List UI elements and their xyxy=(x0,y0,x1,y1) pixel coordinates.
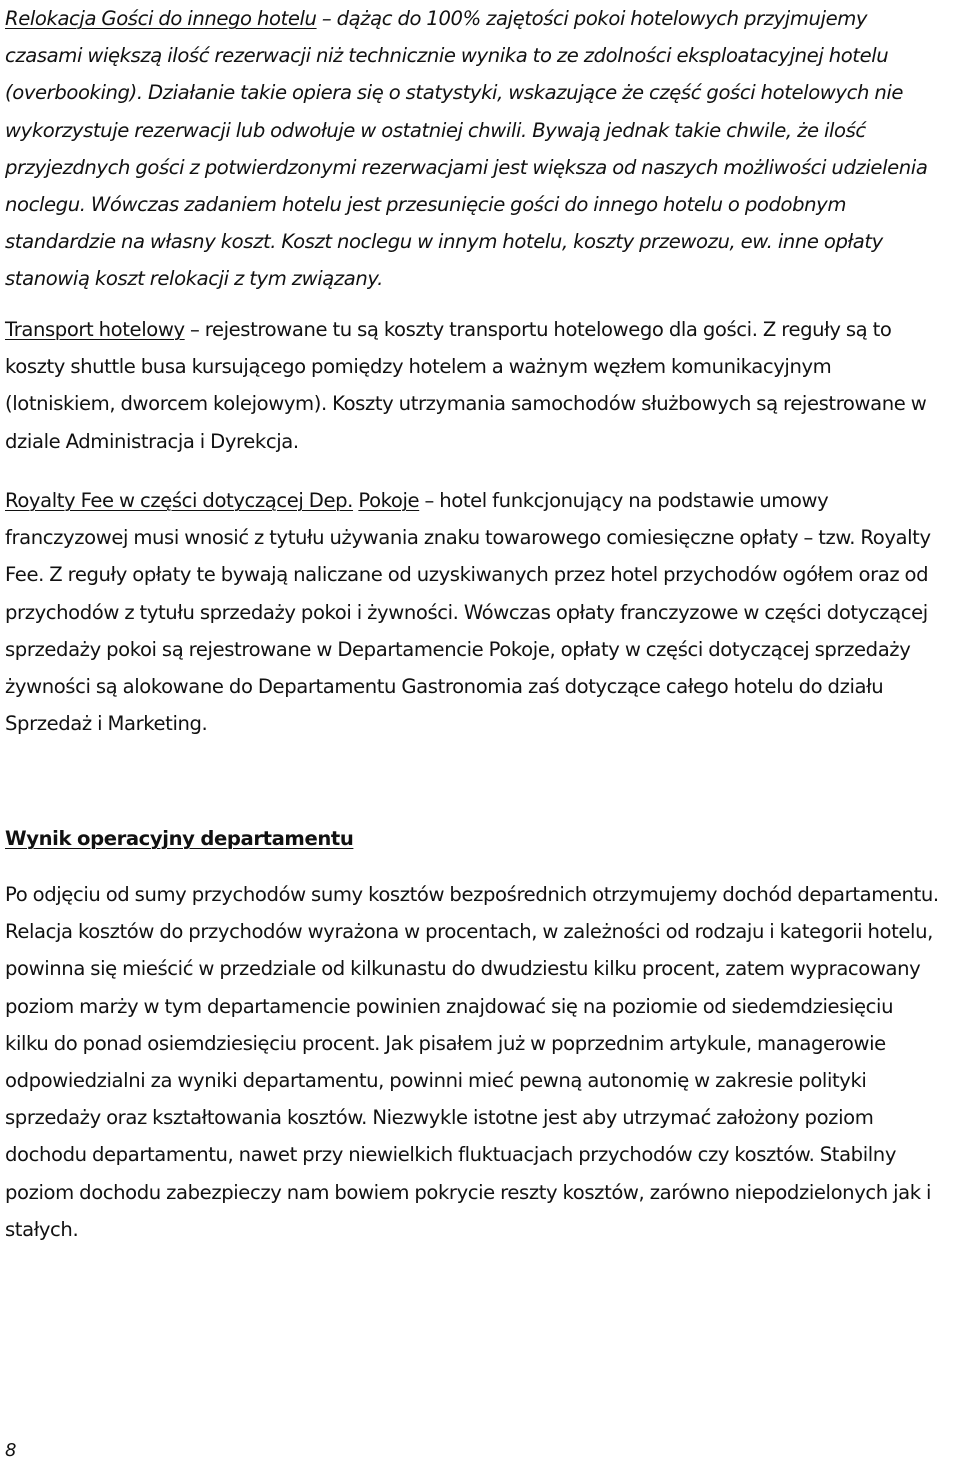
paragraph-transport-text: – rejestrowane tu są koszty transportu hotelowego dla gości. Z reguły są to koszty shuttle busa kursującego pomiędzy hotelem a ważnym węzłem komunikacyjnym (lotniskiem, dworcem kolejowym). Koszty utrzymania samochodów służbowych są rejestrowane w dziale Administracja i Dyrekcja. xyxy=(5,318,927,453)
paragraph-operating-result xyxy=(5,876,940,1248)
paragraph-relocation-text-b: Bywają jednak takie chwile, że ilość przyjezdnych gości z potwierdzonymi rezerwacjami jest większa od naszych możliwości udzielenia noclegu. Wówczas zadaniem hotelu jest przesunięcie gości do innego hotelu o podobnym standardzie na własny koszt. Koszt noclegu w innym hotelu, koszty przewozu, ew. inne opłaty stanowią koszt relokacji z tym związany. xyxy=(5,118,928,291)
term-royalty-fee: Royalty Fee w części dotyczącej Dep. xyxy=(5,489,354,512)
section-heading-text: Wynik operacyjny departamentu xyxy=(5,827,354,850)
paragraph-royalty-fee-text: – hotel funkcjonujący na podstawie umowy franczyzowej musi wnosić z tytułu używania znaku towarowego comiesięczne opłaty – tzw. Royalty Fee. Z reguły opłaty te bywają naliczane od uzyskiwanych przez hotel przychodów ogółem oraz od przychodów z tytułu sprzedaży pokoi i żywności. Wówczas opłaty franczyzowe w części dotyczącej sprzedaży pokoi są rejestrowane w Departamencie Pokoje, opłaty w części dotyczącej sprzedaży żywności są alokowane do Departamentu Gastronomia zaś dotyczące całego hotelu do działu Sprzedaż i Marketing. xyxy=(5,489,931,736)
term-transport: Transport hotelowy xyxy=(5,318,185,341)
section-heading xyxy=(5,820,940,857)
term-pokoje: Pokoje xyxy=(358,489,420,512)
paragraph-relocation xyxy=(5,0,940,298)
paragraph-transport xyxy=(5,311,940,460)
paragraph-operating-result-text: Po odjęciu od sumy przychodów sumy kosztów bezpośrednich otrzymujemy dochód departamentu. Relacja kosztów do przychodów wyrażona w procentach, w zależności od rodzaju i kategorii hotelu, powinna się mieścić w przedziale od kilkunastu do dwudziestu kilku procent, zatem wypracowany poziom marży w tym departamencie powinien znajdować się na poziomie od siedemdziesięciu kilku do ponad osiemdziesięciu procent. Jak pisałem już w poprzednim artykule, managerowie odpowiedzialni za wyniki departamentu, powinni mieć pewną autonomię w zakresie polityki sprzedaży oraz kształtowania kosztów. Niezwykle istotne jest aby utrzymać założony poziom dochodu departamentu, nawet przy niewielkich fluktuacjach przychodów czy kosztów. Stabilny poziom dochodu zabezpieczy nam bowiem pokrycie reszty kosztów, zarówno niepodzielonych jak i stałych. xyxy=(5,883,939,1241)
page-number: 8 xyxy=(5,1440,17,1461)
paragraph-relocation-text-a: – dążąc do 100% zajętości pokoi hotelowych przyjmujemy czasami większą ilość rezerwacji niż technicznie wynika to ze zdolności eksploatacyjnej hotelu (overbooking). Działanie takie opiera się o statystyki, wskazujące że część gości hotelowych nie wykorzystuje rezerwacji lub odwołuje w ostatniej chwili. xyxy=(5,7,904,142)
term-relocation: Relokacja Gości do innego hotelu xyxy=(5,7,317,30)
paragraph-royalty-fee xyxy=(5,482,940,742)
